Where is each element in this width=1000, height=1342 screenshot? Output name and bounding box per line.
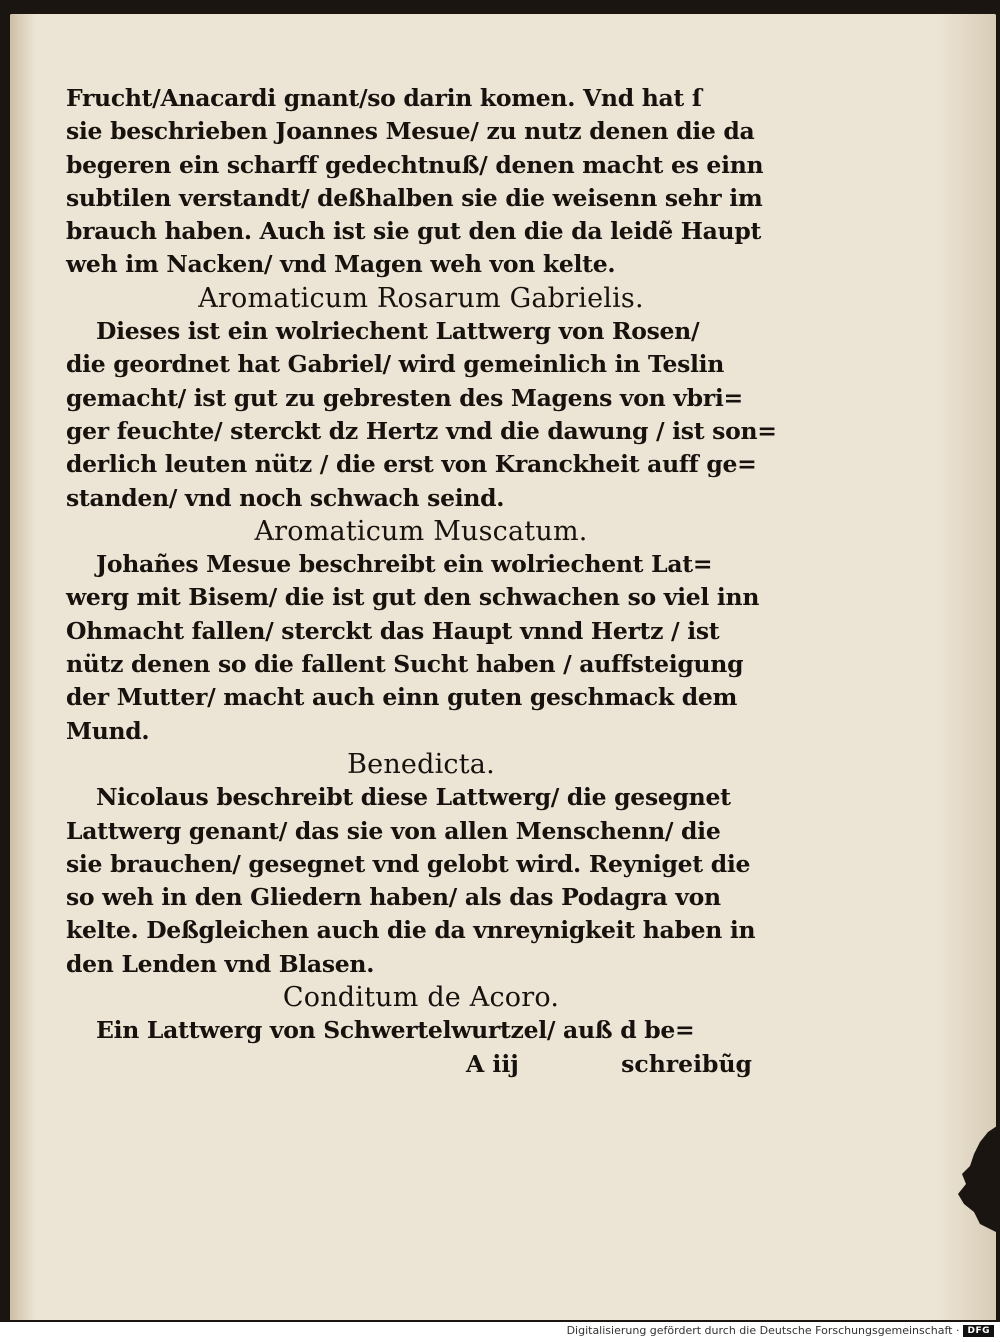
- gutter-shadow: [10, 14, 36, 1320]
- footer-credit: Digitalisierung gefördert durch die Deutsche Forschungsgemeinschaft ·: [566, 1324, 960, 1337]
- text-line: sie beschrieben Joannes Mesue/ zu nutz denen die da: [66, 117, 755, 146]
- text-line: subtilen verstandt/ deßhalben sie die weisenn sehr im: [66, 183, 763, 212]
- text-line: Dieses ist ein wolriechent Lattwerg von Rosen/: [96, 317, 700, 346]
- text-line: Lattwerg genant/ das sie von allen Menschenn/ die: [66, 816, 721, 845]
- text-line: den Lenden vnd Blasen.: [66, 949, 375, 978]
- text-block: [66, 82, 776, 1081]
- text-line: der Mutter/ macht auch einn guten geschmack dem: [66, 683, 738, 712]
- text-line: brauch haben. Auch ist sie gut den die da leidẽ Haupt: [66, 217, 762, 246]
- signature-mark: A iij: [466, 1049, 519, 1078]
- text-line: Johañes Mesue beschreibt ein wolriechent Lat=: [96, 550, 713, 579]
- text-line: Ein Lattwerg von Schwertelwurtzel/ auß d be=: [96, 1016, 695, 1045]
- catch-line: [66, 1048, 776, 1081]
- text-line: weh im Nacken/ vnd Magen weh von kelte.: [66, 250, 616, 279]
- text-line: werg mit Bisem/ die ist gut den schwachen so viel inn: [66, 583, 760, 612]
- section-heading: Conditum de Acoro.: [282, 982, 560, 1014]
- text-line: standen/ vnd noch schwach seind.: [66, 483, 505, 512]
- catchword: schreibũg: [621, 1049, 752, 1078]
- text-line: ger feuchte/ sterckt dz Hertz vnd die dawung / ist son=: [66, 416, 777, 445]
- torn-edge: [940, 1124, 996, 1234]
- text-line: so weh in den Gliedern haben/ als das Podagra von: [66, 883, 721, 912]
- text-line: kelte. Deßgleichen auch die da vnreynigkeit haben in: [66, 916, 756, 945]
- section-heading: Aromaticum Muscatum.: [254, 515, 588, 547]
- book-page: [10, 14, 996, 1320]
- section-heading: Benedicta.: [347, 748, 495, 780]
- text-line: begeren ein scharff gedechtnuß/ denen macht es einn: [66, 150, 764, 179]
- text-line: Frucht/Anacardi gnant/so darin komen. Vnd hat ſ: [66, 84, 702, 112]
- text-line: gemacht/ ist gut zu gebresten des Magens von vbri=: [66, 383, 743, 412]
- text-line: Mund.: [66, 716, 150, 745]
- text-line: die geordnet hat Gabriel/ wird gemeinlich in Teslin: [66, 350, 725, 379]
- text-line: nütz denen so die fallent Sucht haben / auffsteigung: [66, 650, 744, 679]
- text-line: derlich leuten nütz / die erst von Kranckheit auff ge=: [66, 450, 757, 479]
- dfg-logo: DFG: [963, 1325, 994, 1337]
- text-line: sie brauchen/ gesegnet vnd gelobt wird. Reyniget die: [66, 849, 751, 878]
- footer: [567, 1324, 994, 1337]
- text-line: Ohmacht fallen/ sterckt das Haupt vnnd Hertz / ist: [66, 616, 720, 645]
- text-line: Nicolaus beschreibt diese Lattwerg/ die gesegnet: [96, 783, 731, 812]
- section-heading: Aromaticum Rosarum Gabrielis.: [198, 282, 644, 314]
